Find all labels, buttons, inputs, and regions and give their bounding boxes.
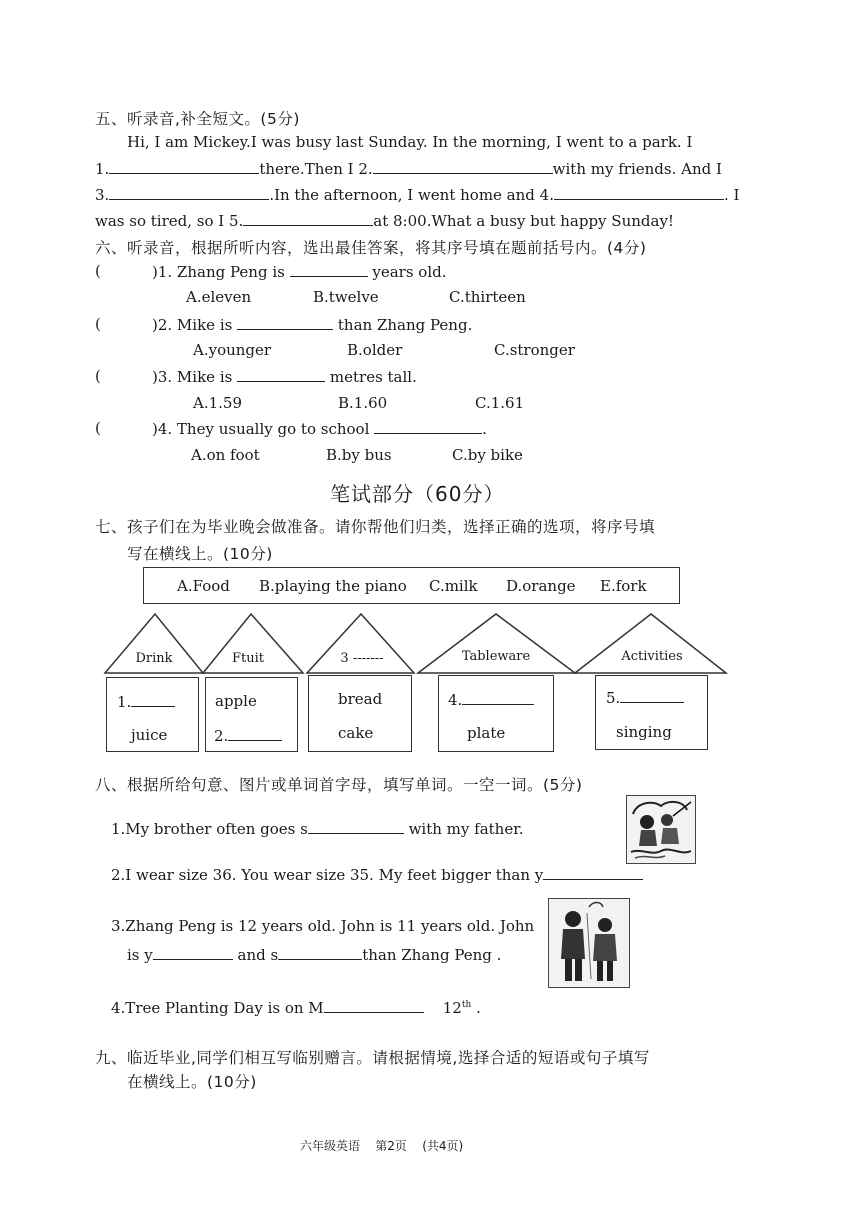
passage-text: at 8:00.What a busy but happy Sunday! [373, 212, 674, 230]
fill-question-3-line-2 [127, 945, 501, 964]
answer-paren[interactable]: ( [95, 419, 101, 437]
drink-item-juice: juice [131, 726, 168, 744]
section-9-heading-line-1: 九、临近毕业,同学们相互写临别赠言。请根据情境,选择合适的短语或句子填写 [95, 1049, 650, 1067]
section-5-heading: 五、听录音,补全短文。(5分) [95, 110, 300, 128]
section-7-heading-line-2: 写在横线上。(10分) [127, 545, 273, 563]
written-part-title: 笔试部分（60分） [330, 482, 505, 506]
roof-label-drink: Drink [135, 651, 173, 666]
roof-label-category-3[interactable]: 3 ------- [340, 651, 384, 666]
option-milk: C.milk [429, 577, 478, 595]
blank-number: 4. [448, 691, 463, 709]
word-blank[interactable] [278, 945, 362, 960]
fill-question-4 [111, 998, 481, 1017]
passage-line-1: Hi, I am Mickey.I was busy last Sunday. In the morning, I went to a park. I [127, 133, 693, 151]
option-a: A.1.59 [193, 394, 242, 412]
date-suffix: th [461, 1000, 472, 1010]
blank-1-label: 1. [95, 160, 110, 178]
question-prefix: )2. Mike is [152, 316, 233, 334]
question-text: 2.I wear size 36. You wear size 35. My feet bigger than y [111, 866, 544, 884]
passage-text: with my friends. And I [552, 160, 722, 178]
question-text: is y [127, 946, 153, 964]
passage-text: .In the afternoon, I went home and 4. [269, 186, 554, 204]
question-suffix: than Zhang Peng. [337, 316, 473, 334]
two-boys-picture [548, 898, 630, 988]
blank-number: 5. [606, 689, 621, 707]
food-item-bread: bread [338, 690, 383, 708]
roof-tableware [418, 614, 575, 673]
passage-text: . I [723, 186, 740, 204]
answer-paren[interactable]: ( [95, 262, 101, 280]
fill-question-2 [111, 865, 643, 884]
activities-blank-5[interactable] [606, 688, 684, 707]
option-b: B.older [347, 341, 403, 359]
roof-label-activities: Activities [621, 649, 683, 664]
option-a: A.on foot [191, 446, 260, 464]
tableware-item-plate: plate [467, 724, 506, 742]
word-blank[interactable] [543, 865, 643, 880]
option-a: A.eleven [186, 288, 252, 306]
passage-text: there.Then I 2. [259, 160, 373, 178]
option-piano: B.playing the piano [259, 577, 407, 595]
question-text: 1.My brother often goes s [111, 820, 308, 838]
blank-number: 1. [117, 693, 132, 711]
passage-text: was so tired, so I 5. [95, 212, 244, 230]
question-prefix: )1. Zhang Peng is [152, 263, 285, 281]
footer-total: (共4页) [422, 1139, 464, 1153]
question-suffix: years old. [372, 263, 447, 281]
food-item-cake: cake [338, 724, 374, 742]
fishing-picture [626, 795, 696, 864]
fill-question-3-line-1: 3.Zhang Peng is 12 years old. John is 11 years old. John [111, 917, 535, 935]
option-orange: D.orange [506, 577, 576, 595]
roof-label-fruit: Ftuit [232, 651, 264, 666]
question-text: 4.Tree Planting Day is on M [111, 999, 324, 1017]
word-blank[interactable] [153, 945, 233, 960]
section-7-heading-line-1: 七、孩子们在为毕业晚会做准备。请你帮他们归类，选择正确的选项，将序号填 [95, 518, 656, 536]
option-food: A.Food [177, 577, 230, 595]
roof-label-tableware: Tableware [461, 649, 531, 664]
question-text: than Zhang Peng . [362, 946, 502, 964]
blank-line[interactable] [131, 692, 175, 707]
option-c: C.1.61 [475, 394, 525, 412]
blank-3-label: 3. [95, 186, 110, 204]
page-footer [300, 1137, 463, 1154]
roof-activities [575, 614, 726, 673]
option-fork: E.fork [600, 577, 647, 595]
question-suffix: . [482, 420, 487, 438]
blank-line[interactable] [620, 688, 684, 703]
section-6-heading: 六、听录音，根据所听内容，选出最佳答案，将其序号填在题前括号内。(4分) [95, 239, 647, 257]
two-boys-illustration-icon [549, 899, 629, 987]
question-text: . [476, 999, 481, 1017]
date-number: 12 [442, 999, 462, 1017]
blank-line[interactable] [228, 726, 282, 741]
answer-paren[interactable]: ( [95, 315, 101, 333]
drink-blank-1[interactable] [117, 692, 175, 711]
fruit-item-apple: apple [215, 692, 257, 710]
option-a: A.younger [193, 341, 272, 359]
fruit-blank-2[interactable] [214, 726, 282, 745]
question-prefix: )3. Mike is [152, 368, 233, 386]
word-blank[interactable] [324, 998, 424, 1013]
option-b: B.twelve [313, 288, 379, 306]
option-c: C.thirteen [449, 288, 526, 306]
footer-subject: 六年级英语 [300, 1139, 361, 1153]
footer-page: 第2页 [375, 1139, 407, 1153]
question-suffix: metres tall. [329, 368, 417, 386]
option-c: C.by bike [452, 446, 523, 464]
blank-line[interactable] [462, 690, 534, 705]
option-c: C.stronger [494, 341, 575, 359]
activities-item-singing: singing [616, 723, 672, 741]
answer-paren[interactable]: ( [95, 367, 101, 385]
question-text: and s [237, 946, 279, 964]
section-8-heading: 八、根据所给句意、图片或单词首字母，填写单词。一空一词。(5分) [95, 776, 583, 794]
blank-number: 2. [214, 727, 229, 745]
question-text: with my father. [408, 820, 524, 838]
section-9-heading-line-2: 在横线上。(10分) [127, 1073, 257, 1091]
option-b: B.1.60 [338, 394, 388, 412]
tableware-blank-4[interactable] [448, 690, 534, 709]
question-prefix: )4. They usually go to school [152, 420, 370, 438]
fill-question-1 [111, 819, 524, 838]
word-blank[interactable] [308, 819, 404, 834]
option-b: B.by bus [326, 446, 392, 464]
fishing-illustration-icon [627, 796, 695, 863]
